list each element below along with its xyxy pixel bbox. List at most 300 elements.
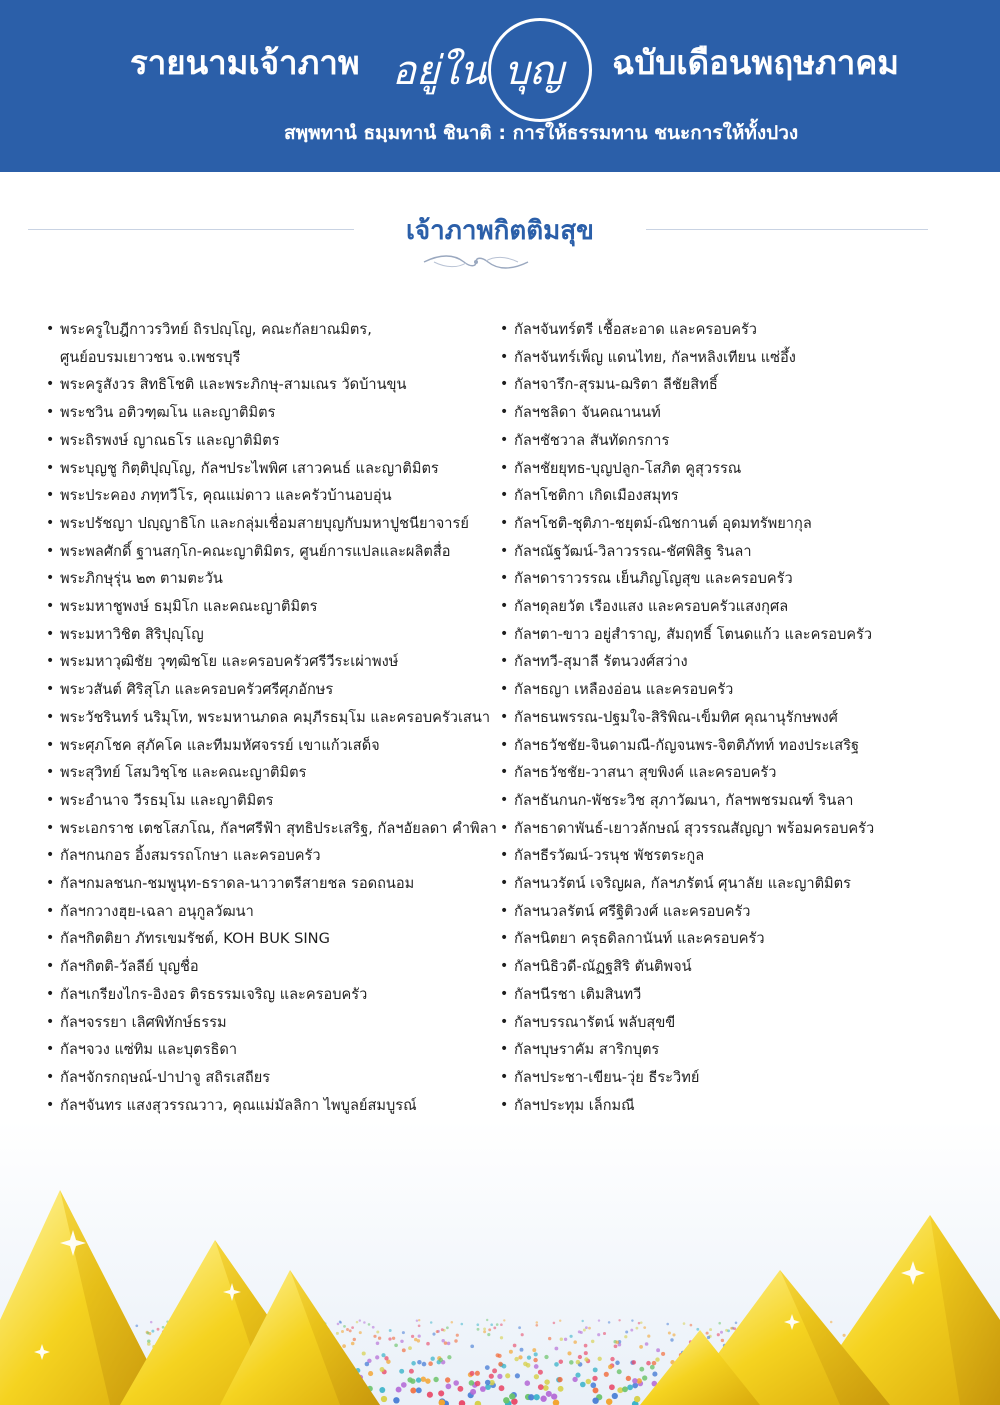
bullet-icon: • bbox=[500, 985, 509, 1002]
sponsor-name: พระมหาชูพงษ์ ธมฺมิโก และคณะญาติมิตร bbox=[60, 598, 318, 616]
bullet-icon: • bbox=[500, 321, 509, 337]
title-row bbox=[0, 32, 1000, 92]
bullet-icon: • bbox=[500, 404, 509, 421]
crowd-dot bbox=[585, 1326, 588, 1329]
page-title-right: ฉบับเดือนพฤษภาคม bbox=[612, 43, 900, 82]
crowd-dot bbox=[497, 1374, 502, 1379]
bullet-icon: • bbox=[46, 681, 55, 698]
sponsor-name: พระสุวิทย์ โสมวิชฺโช และคณะญาติมิตร bbox=[60, 764, 307, 782]
crowd-dot bbox=[730, 1327, 733, 1330]
list-item bbox=[46, 1064, 500, 1092]
crowd-dot bbox=[456, 1334, 459, 1337]
list-item bbox=[500, 1092, 900, 1120]
crowd-dot bbox=[626, 1376, 631, 1381]
crowd-dot bbox=[572, 1377, 577, 1382]
crowd-dot bbox=[540, 1396, 546, 1402]
list-item bbox=[46, 842, 500, 870]
sponsor-name: พระวสันต์ ศิริสุโภ และครอบครัวศรีศุภอักษร bbox=[60, 681, 334, 699]
crowd-dot bbox=[707, 1336, 710, 1339]
heading-divider-right bbox=[646, 229, 928, 230]
list-item bbox=[500, 1009, 900, 1037]
crowd-dot bbox=[661, 1352, 665, 1356]
crowd-dot bbox=[521, 1333, 524, 1336]
sponsor-name: กัลฯดุลยวัต เรืองแสง และครอบครัวแสงกุศล bbox=[514, 598, 789, 616]
sponsor-name: กัลฯนิตยา ครุธดิลกานันท์ และครอบครัว bbox=[514, 930, 765, 948]
crowd-dot bbox=[363, 1321, 366, 1324]
crowd-dot bbox=[608, 1321, 611, 1324]
list-item bbox=[500, 427, 900, 455]
crowd-dot bbox=[476, 1323, 479, 1326]
list-item bbox=[46, 1092, 500, 1120]
bullet-icon: • bbox=[500, 431, 509, 448]
crowd-dot bbox=[668, 1331, 671, 1334]
crowd-dot bbox=[135, 1324, 138, 1327]
crowd-dot bbox=[534, 1374, 539, 1379]
crowd-dot bbox=[396, 1387, 402, 1393]
list-item bbox=[500, 925, 900, 953]
list-item bbox=[46, 732, 500, 760]
sponsor-list-right bbox=[500, 316, 900, 1119]
crowd-dot bbox=[493, 1327, 496, 1330]
crowd-dot bbox=[483, 1327, 486, 1330]
crowd-dot bbox=[627, 1385, 633, 1391]
bullet-icon: • bbox=[500, 958, 509, 975]
crowd-dot bbox=[593, 1387, 599, 1393]
crowd-dot bbox=[548, 1337, 551, 1340]
bullet-icon: • bbox=[46, 542, 55, 559]
bullet-icon: • bbox=[500, 847, 509, 864]
sponsor-name: กัลฯบุษราคัม สาริกบุตร bbox=[514, 1041, 660, 1059]
crowd-dot bbox=[411, 1335, 414, 1338]
crowd-dot bbox=[655, 1357, 659, 1361]
crowd-dot bbox=[351, 1326, 354, 1329]
list-item bbox=[500, 676, 900, 704]
sponsor-name: กัลฯทวี-สุมาลี รัตนวงศ์สว่าง bbox=[514, 653, 688, 671]
list-item bbox=[500, 593, 900, 621]
bullet-icon: • bbox=[500, 708, 509, 725]
bullet-icon: • bbox=[46, 431, 55, 448]
crowd-dot bbox=[485, 1380, 491, 1386]
sponsor-name: กัลฯชัชวาล สันทัดกรการ bbox=[514, 431, 670, 449]
list-item bbox=[46, 676, 500, 704]
crowd-dot bbox=[581, 1320, 583, 1322]
sponsor-name: กัลฯชลิดา จันคณานนท์ bbox=[514, 404, 661, 422]
list-item bbox=[500, 842, 900, 870]
list-item bbox=[500, 787, 900, 815]
crowd-dot bbox=[441, 1328, 444, 1331]
crowd-dot bbox=[446, 1384, 452, 1390]
sponsor-name: กัลฯเกรียงไกร-อิงอร ติรธรรมเจริญ และครอบครัว bbox=[60, 985, 368, 1003]
crowd-dot bbox=[422, 1362, 427, 1367]
sponsor-name: พระปรัชญา ปญฺญาธิโก และกลุ่มเชื่อมสายบุญกับมหาปูชนียาจารย์ bbox=[60, 514, 469, 532]
crowd-dot bbox=[402, 1331, 405, 1334]
bullet-icon: • bbox=[46, 1041, 55, 1058]
sponsor-name: พระชวิน อติวฑฺฒโน และญาติมิตร bbox=[60, 404, 276, 422]
sponsor-name: พระวัชรินทร์ นริมุโท, พระมหานภดล คมฺภีรธมฺโม และครอบครัวเสนา bbox=[60, 708, 491, 726]
crowd-dot bbox=[359, 1331, 362, 1334]
crowd-dot bbox=[625, 1331, 628, 1334]
sponsor-name: กัลฯตา-ขาว อยู่สำราญ, สัมฤทธิ์ โตนดแก้ว และครอบครัว bbox=[514, 625, 873, 643]
sponsor-name: พระถิรพงษ์ ญาณธโร และญาติมิตร bbox=[60, 431, 280, 449]
crowd-dot bbox=[342, 1344, 346, 1348]
bullet-icon: • bbox=[500, 459, 509, 476]
list-item bbox=[500, 538, 900, 566]
list-item bbox=[46, 898, 500, 926]
crowd-dot bbox=[610, 1357, 614, 1361]
crowd-dot bbox=[492, 1368, 497, 1373]
list-item bbox=[46, 648, 500, 676]
crowd-dot bbox=[436, 1330, 439, 1333]
crowd-dot bbox=[499, 1385, 505, 1391]
sponsor-name: พระบุญชู กิตฺติปุญฺโญ, กัลฯประไพพิศ เสาวคนธ์ และญาติมิตร bbox=[60, 459, 439, 477]
list-item bbox=[500, 565, 900, 593]
crowd-dot bbox=[544, 1355, 548, 1359]
section-heading: เจ้าภาพกิตติมสุข bbox=[406, 216, 594, 246]
sponsor-name: กัลฯธนพรรณ-ปฐมใจ-สิริพิณ-เข็มทิศ คุณานุรักษพงศ์ bbox=[514, 708, 838, 726]
crowd-dot bbox=[394, 1343, 398, 1347]
crowd-dot bbox=[469, 1380, 475, 1386]
crowd-dot bbox=[496, 1323, 499, 1326]
list-item bbox=[46, 427, 500, 455]
sponsor-name: กัลฯจวง แซ่ทิม และบุตรธิดา bbox=[60, 1041, 238, 1059]
crowd-dot bbox=[638, 1322, 641, 1325]
crowd-dot bbox=[425, 1378, 430, 1383]
crowd-dot bbox=[560, 1338, 563, 1341]
list-item bbox=[46, 759, 500, 787]
crowd-dot bbox=[498, 1362, 503, 1367]
crowd-dot bbox=[604, 1372, 609, 1377]
crowd-dot bbox=[518, 1326, 521, 1329]
list-item bbox=[46, 316, 500, 371]
list-item bbox=[500, 704, 900, 732]
crowd-dot bbox=[597, 1333, 600, 1336]
sponsor-name: กัลฯโชติกา เกิดเมืองสมุทร bbox=[514, 487, 679, 505]
page-title-left: รายนามเจ้าภาพ bbox=[130, 43, 360, 82]
crowd-dot bbox=[538, 1384, 544, 1390]
crowd-dot bbox=[580, 1382, 586, 1388]
magazine-logo bbox=[392, 32, 597, 96]
crowd-dot bbox=[384, 1356, 388, 1360]
list-item bbox=[500, 316, 900, 344]
bullet-icon: • bbox=[46, 708, 55, 725]
crowd-dot bbox=[559, 1319, 561, 1321]
list-item bbox=[500, 1036, 900, 1064]
crowd-dot bbox=[416, 1319, 418, 1321]
list-item bbox=[46, 1009, 500, 1037]
sponsor-list-left bbox=[46, 316, 500, 1119]
crowd-dot bbox=[583, 1329, 586, 1332]
crowd-dot bbox=[598, 1319, 600, 1321]
crowd-dot bbox=[559, 1359, 563, 1363]
list-item bbox=[46, 565, 500, 593]
crowd-dot bbox=[480, 1386, 486, 1392]
sponsor-name: กัลฯบรรณารัตน์ พลับสุขขี bbox=[514, 1013, 676, 1031]
list-item bbox=[46, 482, 500, 510]
crowd-dot bbox=[830, 1321, 833, 1324]
crowd-dot bbox=[720, 1331, 723, 1334]
sponsor-name: กัลฯนีรชา เติมสินทวี bbox=[514, 985, 642, 1003]
bullet-icon: • bbox=[46, 875, 55, 892]
crowd-dot bbox=[146, 1331, 149, 1334]
crowd-dot bbox=[503, 1319, 505, 1321]
crowd-dot bbox=[592, 1376, 597, 1381]
sponsor-name: กัลฯจักรกฤษณ์-ปาปาจู สถิรเสถียร bbox=[60, 1068, 271, 1086]
crowd-dot bbox=[381, 1396, 387, 1402]
list-item bbox=[500, 898, 900, 926]
crowd-dot bbox=[400, 1340, 403, 1343]
crowd-dot bbox=[393, 1397, 399, 1403]
crowd-dot bbox=[590, 1382, 596, 1388]
crowd-dot bbox=[690, 1324, 693, 1327]
crowd-dot bbox=[487, 1333, 490, 1336]
bullet-icon: • bbox=[500, 681, 509, 698]
crowd-dot bbox=[433, 1377, 438, 1382]
crowd-dot bbox=[416, 1387, 422, 1393]
bullet-icon: • bbox=[500, 598, 509, 615]
crowd-dot bbox=[488, 1328, 491, 1331]
crowd-dot bbox=[624, 1335, 627, 1338]
bullet-icon: • bbox=[46, 736, 55, 753]
crowd-dot bbox=[533, 1358, 537, 1362]
crowd-dot bbox=[401, 1382, 407, 1388]
sponsor-name: กัลฯประทุม เล็กมณี bbox=[514, 1096, 635, 1114]
crowd-dot bbox=[631, 1319, 633, 1321]
crowd-dot bbox=[554, 1347, 558, 1351]
list-item bbox=[500, 455, 900, 483]
list-item bbox=[500, 648, 900, 676]
sponsor-name: พระภิกษุรุ่น ๒๓ ตามตะวัน bbox=[60, 570, 223, 588]
crowd-dot bbox=[380, 1367, 385, 1372]
bullet-icon: • bbox=[500, 902, 509, 919]
sponsor-name: กัลฯจันทร์ตรี เชื้อสะอาด และครอบครัว bbox=[514, 321, 758, 338]
crowd-dot bbox=[735, 1322, 738, 1325]
bullet-icon: • bbox=[500, 542, 509, 559]
sponsor-name: กัลฯนวรัตน์ เจริญผล, กัลฯภรัตน์ ศุนาลัย และญาติมิตร bbox=[514, 875, 851, 893]
crowd-dot bbox=[454, 1339, 457, 1342]
crowd-dot bbox=[414, 1338, 417, 1341]
crowd-dot bbox=[416, 1377, 421, 1382]
crowd-dot bbox=[475, 1371, 480, 1376]
list-item bbox=[500, 815, 900, 843]
crowd-dot bbox=[368, 1371, 373, 1376]
list-item bbox=[46, 1036, 500, 1064]
crowd-dot bbox=[639, 1367, 644, 1372]
crowd-dot bbox=[598, 1357, 602, 1361]
crowd-dot bbox=[647, 1335, 650, 1338]
crowd-dot bbox=[470, 1389, 476, 1395]
crowd-dot bbox=[622, 1386, 628, 1392]
bullet-icon: • bbox=[500, 736, 509, 753]
sponsor-name: กัลฯธวัชชัย-จินดามณี-กัญจนพร-จิตติภัทท์ ทองประเสริฐ bbox=[514, 736, 860, 754]
crowd-dot bbox=[408, 1346, 412, 1350]
crowd-dot bbox=[706, 1332, 709, 1335]
list-item bbox=[46, 953, 500, 981]
crowd-dot bbox=[717, 1333, 720, 1336]
crowd-dot bbox=[399, 1369, 404, 1374]
crowd-dot bbox=[534, 1364, 539, 1369]
crowd-dot bbox=[475, 1381, 481, 1387]
crowd-dot bbox=[147, 1342, 151, 1346]
sponsor-name: กัลฯกมลชนก-ชมพูนุท-ธราดล-นาวาตรีสายชล รอดถนอม bbox=[60, 875, 415, 893]
crowd-dot bbox=[612, 1393, 618, 1399]
list-item bbox=[500, 759, 900, 787]
crowd-dot bbox=[447, 1355, 451, 1359]
bullet-icon: • bbox=[46, 902, 55, 919]
crowd-dot bbox=[417, 1360, 422, 1365]
sponsor-name: พระครูใบฎีกาวรวิทย์ ถิรปญฺโญ, คณะกัลยาณมิตร, bbox=[60, 321, 372, 338]
crowd-dot bbox=[411, 1361, 416, 1366]
crowd-dot bbox=[608, 1365, 613, 1370]
flourish-ornament-icon bbox=[420, 252, 532, 272]
crowd-dot bbox=[439, 1358, 443, 1362]
crowd-dot bbox=[447, 1342, 451, 1346]
list-item bbox=[46, 593, 500, 621]
sponsor-name: กัลฯณัฐวัฒน์-วิลาวรรณ-ชัศพิสิฐ รินลา bbox=[514, 542, 752, 560]
crowd-dot bbox=[569, 1360, 574, 1365]
crowd-dot bbox=[346, 1328, 349, 1331]
crowd-dot bbox=[509, 1393, 515, 1399]
sponsor-name: กัลฯประชา-เขียน-วุ่ย ธีระวิทย์ bbox=[514, 1068, 700, 1086]
crowd-dot bbox=[576, 1360, 581, 1365]
crowd-dot bbox=[486, 1319, 488, 1321]
crowd-dot bbox=[505, 1373, 510, 1378]
sponsor-name: กัลฯโชติ-ชุติภา-ชยุตม์-ณิชกานต์ อุดมทรัพยากุล bbox=[514, 514, 812, 532]
crowd-dot bbox=[445, 1377, 450, 1382]
sponsor-name: พระมหาวิชิต สิริปุญฺโญ bbox=[60, 625, 204, 643]
crowd-dot bbox=[515, 1373, 520, 1378]
bullet-icon: • bbox=[46, 598, 55, 615]
crowd-dot bbox=[640, 1321, 643, 1324]
page-header bbox=[0, 0, 1000, 172]
sponsor-name: พระอำนาจ วีรธมฺโม และญาติมิตร bbox=[60, 791, 274, 809]
crowd-dot bbox=[636, 1327, 639, 1330]
crowd-dot bbox=[578, 1330, 581, 1333]
crowd-dot bbox=[528, 1394, 534, 1400]
crowd-dot bbox=[634, 1396, 640, 1402]
crowd-dot bbox=[614, 1344, 618, 1348]
crowd-dot bbox=[632, 1360, 637, 1365]
crowd-dot bbox=[349, 1329, 352, 1332]
crowd-dot bbox=[642, 1375, 647, 1380]
crowd-dot bbox=[546, 1391, 552, 1397]
sponsor-name: กัลฯธีรวัฒน์-วรนุช พัชรตระกูล bbox=[514, 847, 705, 865]
golden-pagoda-field-illustration bbox=[0, 1120, 1000, 1405]
crowd-dot bbox=[532, 1348, 536, 1352]
crowd-dot bbox=[554, 1362, 559, 1367]
bullet-icon: • bbox=[46, 1013, 55, 1030]
logo-word-2: บุญ bbox=[504, 48, 564, 94]
crowd-dot bbox=[381, 1353, 385, 1357]
list-item bbox=[46, 815, 500, 843]
crowd-dot bbox=[343, 1325, 346, 1328]
sponsor-name: พระครูสังวร สิทธิโชติ และพระภิกษุ-สามเณร วัดบ้านขุน bbox=[60, 376, 407, 394]
crowd-dot bbox=[588, 1327, 591, 1330]
sponsor-name: กัลฯธาดาพันธ์-เยาวลักษณ์ สุวรรณสัญญา พร้อมครอบครัว bbox=[514, 819, 875, 837]
crowd-dot bbox=[376, 1331, 379, 1334]
crowd-dot bbox=[584, 1351, 588, 1355]
crowd-dot bbox=[733, 1327, 736, 1330]
crowd-dot bbox=[606, 1398, 612, 1404]
crowd-dot bbox=[666, 1323, 669, 1326]
crowd-dot bbox=[461, 1323, 464, 1326]
bullet-icon: • bbox=[46, 1068, 55, 1085]
crowd-dot bbox=[586, 1379, 591, 1384]
bullet-icon: • bbox=[46, 930, 55, 947]
bullet-icon: • bbox=[500, 348, 509, 365]
crowd-dot bbox=[538, 1370, 543, 1375]
crowd-dot bbox=[426, 1342, 430, 1346]
crowd-dot bbox=[573, 1340, 577, 1344]
bullet-icon: • bbox=[46, 958, 55, 975]
sponsor-name: กัลฯกวางฮุย-เฉลา อนุกูลวัฒนา bbox=[60, 902, 254, 920]
crowd-dot bbox=[639, 1345, 643, 1349]
sponsor-name: กัลฯกิตติยา ภัทรเขมรัชต์, KOH BUK SING bbox=[60, 930, 330, 948]
sponsor-name: พระเอกราช เตชโสภโณ, กัลฯศรีฟ้า สุทธิประเสริฐ, กัลฯอัยลดา คำพิลา bbox=[60, 819, 497, 837]
bullet-icon: • bbox=[46, 847, 55, 864]
crowd-dot bbox=[718, 1322, 721, 1325]
crowd-dot bbox=[618, 1319, 620, 1321]
crowd-dot bbox=[520, 1348, 524, 1352]
crowd-dot bbox=[409, 1369, 414, 1374]
crowd-dot bbox=[379, 1387, 385, 1393]
bullet-icon: • bbox=[500, 1013, 509, 1030]
bullet-icon: • bbox=[46, 487, 55, 504]
crowd-dot bbox=[431, 1357, 435, 1361]
crowd-dot bbox=[457, 1386, 463, 1392]
sponsor-name: กัลฯนิธิวดี-ณัฏฐสิริ ตันติพจน์ bbox=[514, 958, 692, 976]
crowd-dot bbox=[527, 1355, 531, 1359]
sponsor-name: กัลฯดาราวรรณ เย็นภิญโญสุข และครอบครัว bbox=[514, 570, 793, 588]
crowd-dot bbox=[843, 1334, 846, 1337]
bullet-icon: • bbox=[46, 625, 55, 642]
crowd-dot bbox=[650, 1365, 655, 1370]
bullet-icon: • bbox=[46, 321, 55, 337]
section-heading-row bbox=[0, 210, 1000, 250]
crowd-dot bbox=[402, 1348, 406, 1352]
crowd-dot bbox=[683, 1322, 686, 1325]
crowd-dot bbox=[489, 1374, 494, 1379]
crowd-dot bbox=[365, 1362, 370, 1367]
crowd-dot bbox=[151, 1330, 154, 1333]
crowd-dot bbox=[373, 1335, 376, 1338]
bullet-icon: • bbox=[500, 930, 509, 947]
sponsor-name: กัลฯกิตติ-วัลลีย์ บุญชื่อ bbox=[60, 958, 199, 976]
crowd-dot bbox=[513, 1344, 517, 1348]
crowd-dot bbox=[500, 1323, 503, 1326]
crowd-dot bbox=[389, 1329, 392, 1332]
crowd-dot bbox=[453, 1380, 459, 1386]
crowd-dot bbox=[509, 1350, 513, 1354]
crowd-dot bbox=[553, 1322, 556, 1325]
crowd-dot bbox=[351, 1342, 355, 1346]
crowd-dot bbox=[557, 1377, 562, 1382]
crowd-dot bbox=[470, 1344, 474, 1348]
bullet-icon: • bbox=[46, 404, 55, 421]
bullet-icon: • bbox=[46, 985, 55, 1002]
crowd-dot bbox=[498, 1354, 502, 1358]
crowd-dot bbox=[670, 1338, 673, 1341]
crowd-dot bbox=[388, 1337, 391, 1340]
crowd-dot bbox=[518, 1355, 522, 1359]
sponsor-name: พระพลศักดิ์ ฐานสกฺโก-คณะญาติมิตร, ศูนย์การแปลและผลิตสื่อ bbox=[60, 542, 451, 560]
crowd-dot bbox=[544, 1379, 550, 1385]
bullet-icon: • bbox=[46, 1096, 55, 1113]
crowd-dot bbox=[430, 1321, 433, 1324]
list-item bbox=[46, 538, 500, 566]
crowd-dot bbox=[591, 1340, 594, 1343]
crowd-dot bbox=[451, 1321, 454, 1324]
crowd-dot bbox=[725, 1329, 728, 1332]
